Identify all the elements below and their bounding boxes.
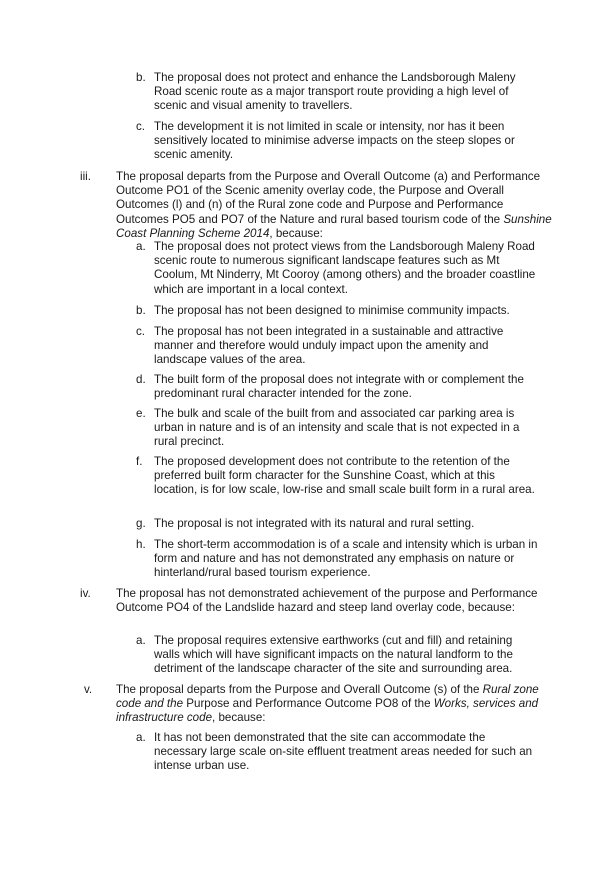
works-code-title: Works, services and infrastructure code (116, 697, 539, 725)
zone-code-title: Rural zone code and the (116, 683, 539, 711)
list-item-text: The proposal departs from the Purpose and Overall Outcome (a) and Performance Outcome PO1 of the Scenic amenity overlay code, the Purpose and Overall Outcomes (l) and (n) of the Rural zone code and Purpose and Performance Outcomes PO5 and PO7 of the Nature and rural based tourism code of the Sunshine Coast Planning Scheme 2014, because: (116, 170, 552, 240)
list-item-text: The proposal does not protect views from the Landsborough Maleny Road scenic route to numerous significant landscape features such as Mt Coolum, Mt Ninderry, Mt Cooroy (among others) and the broader coastline which are important in a local context. (154, 240, 536, 296)
list-item-text: The proposal is not integrated with its natural and rural setting. (154, 517, 475, 530)
list-marker: b. (136, 71, 146, 84)
list-item-text: The short-term accommodation is of a scale and intensity which is urban in form and nature and has not demonstrated any emphasis on nature or hinterland/rural based tourism experience. (154, 538, 538, 580)
list-marker: f. (136, 455, 143, 468)
list-marker: a. (136, 731, 146, 744)
list-marker: v. (84, 683, 93, 696)
list-marker: d. (136, 373, 146, 386)
list-marker: b. (136, 304, 146, 317)
list-marker: iv. (80, 587, 91, 600)
list-item-text: The proposal does not protect and enhance the Landsborough Maleny Road scenic route as a major transport route providing a high level of scenic and visual amenity to travellers. (154, 71, 516, 113)
list-item-text: The proposal has not been integrated in a sustainable and attractive manner and therefore would unduly impact upon the amenity and landscape values of the area. (154, 325, 504, 367)
list-marker: a. (136, 240, 146, 253)
scheme-title: Sunshine Coast Planning Scheme 2014 (116, 212, 552, 240)
list-marker: g. (136, 517, 146, 530)
list-item-text: The proposal has not demonstrated achievement of the purpose and Performance Outcome PO4 of the Landslide hazard and steep land overlay code, because: (116, 587, 538, 615)
list-marker: iii. (80, 170, 91, 183)
list-item-text: The proposal requires extensive earthworks (cut and fill) and retaining walls which will have significant impacts on the natural landform to the detriment of the landscape character of the site and surrounding area. (154, 634, 513, 676)
list-item-text: The proposal departs from the Purpose and Overall Outcome (s) of the Rural zone code and the Purpose and Performance Outcome PO8 of the Works, services and infrastructure code, because: (116, 683, 539, 725)
list-item-text: The proposed development does not contribute to the retention of the preferred built form character for the Sunshine Coast, which at this location, is for low scale, low-rise and small scale built form in a rural area. (154, 455, 535, 497)
list-item-text: The development it is not limited in scale or intensity, nor has it been sensitively located to minimise adverse impacts on the steep slopes or scenic amenity. (154, 120, 515, 162)
list-item-text: It has not been demonstrated that the site can accommodate the necessary large scale on-site effluent treatment areas needed for such an intense urban use. (154, 731, 533, 773)
list-marker: a. (136, 634, 146, 647)
list-marker: c. (136, 120, 146, 133)
list-marker: c. (136, 325, 146, 338)
list-item-text: The proposal has not been designed to minimise community impacts. (154, 304, 510, 317)
list-marker: e. (136, 407, 146, 420)
list-item-text: The built form of the proposal does not integrate with or complement the predominant rural character intended for the zone. (154, 373, 524, 401)
list-marker: h. (136, 538, 146, 551)
list-item-text: The bulk and scale of the built from and associated car parking area is urban in nature and is of an intensity and scale that is not expected in a rural precinct. (154, 407, 520, 449)
